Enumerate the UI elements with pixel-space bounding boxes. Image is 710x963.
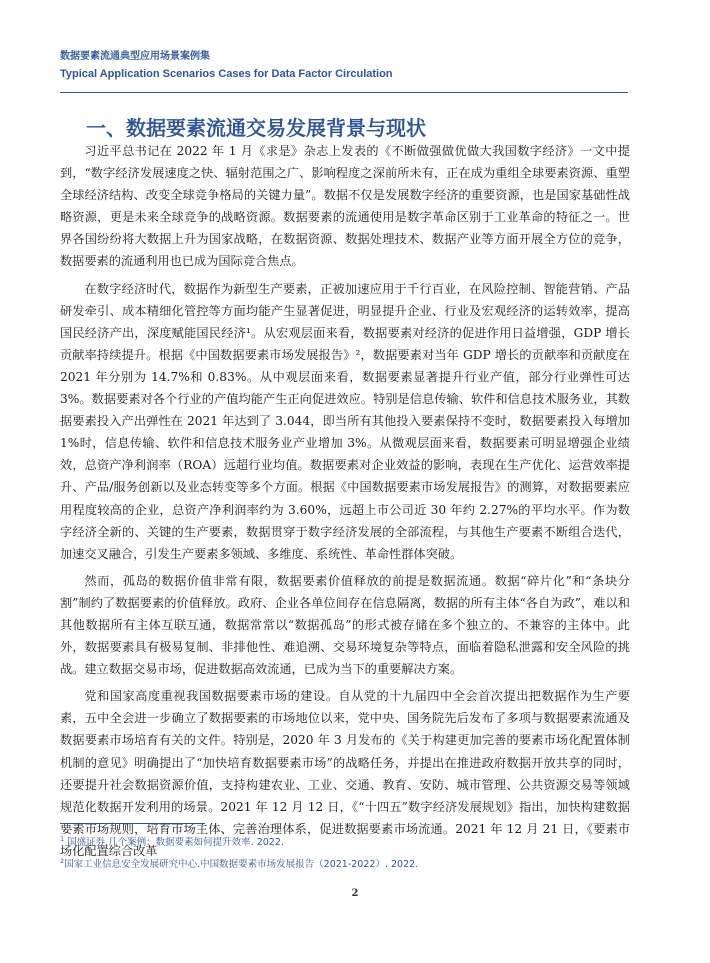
footnote-mark: 2 [60, 857, 65, 866]
footnote-1 [60, 830, 630, 852]
page-number: 2 [351, 888, 359, 899]
footnotes [60, 823, 630, 874]
footnote-text: 国盛证券.几个案例：数据要素如何提升效率. 2022. [64, 837, 284, 849]
running-header [60, 50, 640, 81]
paragraph-3: 然而，孤岛的数据价值非常有限，数据要素价值释放的前提是数据流通。数据“碎片化”和“条块分割”制约了数据要素的价值释放。政府、企业各单位间存在信息隔离，数据的所有主体“各自为政”，难以和其他数据所有主体互联互通，数据常常以“数据孤岛”的形式被存储在多个独立的、不兼容的主体中。此外，数据要素具有极易复制、非排他性、难追溯、交易环境复杂等特点，面临着隐私泄露和安全风险的挑战。建立数据交易市场，促进数据高效流通，已成为当下的重要解决方案。 [60, 573, 630, 677]
paragraph-4: 党和国家高度重视我国数据要素市场的建设。自从党的十九届四中全会首次提出把数据作为生产要素，五中全会进一步确立了数据要素的市场地位以来，党中央、国务院先后发布了多项与数据要素流通及数据要素市场培育有关的文件。特别是，2020 年 3 月发布的《关于构建更加完善的要素市场化配置体制机制的意见》明确提出了“加快培育数据要素市场”的战略任务，并提出在推进政府数据开放共享的同时，还要提升社会数据资源价值，支持构建农业、工业、交通、教育、安防、城市管理、公共资源交易等领域规范化数据开发利用的场景。2021 年 12 月 12 日，《“十四五”数字经济发展规划》指出，加快构建数据要素市场规则，培育市场主体、完善治理体系，促进数据要素市场流通。2021 年 12 月 21 日，《要素市场化配置综合改革 [60, 689, 630, 858]
paragraph-2: 在数字经济时代，数据作为新型生产要素，正被加速应用于千行百业，在风险控制、智能营销、产品研发牵引、成本精细化管控等方面均能产生显著促进，明显提升企业、行业及宏观经济的运转效率，提高国民经济产出，深度赋能国民经济¹。从宏观层面来看，数据要素对经济的促进作用日益增强，GDP 增长贡献率持续提升。根据《中国数据要素市场发展报告》²，数据要素对当年 GDP 增长的贡献率和贡献度在 2021 年分别为 14.7%和 0.83%。从中观层面来看，数据要素显著提升行业产值，部分行业弹性可达 3%。数据要素对各个行业的产值均能产生正向促进效应。特别是信息传输、软件和信息技术服务业，其数据要素投入产出弹性在 2021 年达到了 3.044，即当所有其他投入要素保持不变时，数据要素投入每增加 1%时，信息传输、软件和信息技术服务业产业增加 3%。从微观层面来看，数据要素可明显增强企业绩效，总资产净利润率（ROA）远超行业均值。数据要素对企业效益的影响，表现在生产优化、运营效率提升、产品/服务创新以及业态转变等多个方面。根据《中国数据要素市场发展报告》的测算，对数据要素应用程度较高的企业，总资产净利润率约为 3.60%，远超上市公司近 30 年约 2.27%的平均水平。作为数字经济全新的、关键的生产要素，数据贯穿于数字经济发展的全部流程，与其他生产要素不断组合迭代，加速交叉融合，引发生产要素多领域、多维度、系统性、革命性群体突破。 [60, 281, 630, 561]
paragraph-1: 习近平总书记在 2022 年 1 月《求是》杂志上发表的《不断做强做优做大我国数字经济》一文中提到，“数字经济发展速度之快、辐射范围之广、影响程度之深前所未有，正在成为重组全球要素资源、重塑全球经济结构、改变全球竞争格局的关键力量”。数据不仅是发展数字经济的重要资源，也是国家基础性战略资源，更是未来全球竞争的战略资源。数据要素的流通使用是数字革命区别于工业革命的特征之一。世界各国纷纷将大数据上升为国家战略，在数据资源、数据处理技术、数据产业等方面开展全方位的竞争，数据要素的流通利用也已成为国际竞合焦点。 [60, 144, 630, 269]
header-divider [60, 92, 628, 93]
footnote-divider [60, 823, 205, 824]
header-title-cn: 数据要素流通典型应用场景案例集 [60, 51, 210, 62]
footnote-mark: 1 [60, 835, 65, 843]
footnote-text: 国家工业信息安全发展研究中心.中国数据要素市场发展报告（2021-2022）. 2022. [64, 859, 419, 871]
body-text [60, 140, 630, 862]
footnote-2 [60, 852, 630, 874]
section-title: 一、数据要素流通交易发展背景与现状 [86, 116, 426, 140]
header-title-en: Typical Application Scenarios Cases for Data Factor Circulation [60, 68, 393, 80]
